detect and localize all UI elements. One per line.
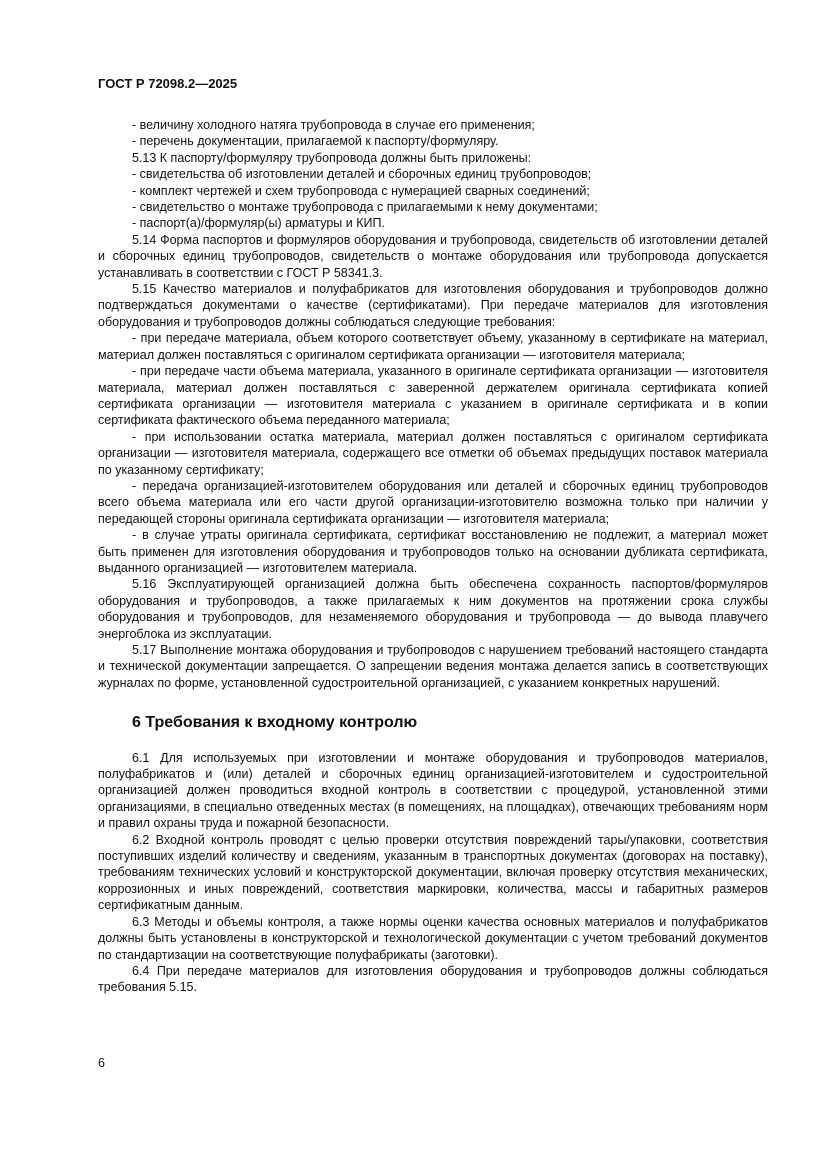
list-item: - перечень документации, прилагаемой к паспорту/формуляру. — [132, 134, 499, 149]
paragraph-5-17: 5.17 Выполнение монтажа оборудования и трубопроводов с нарушением требований настоящего стандарта и технической документации запрещается. О запрещении ведения монтажа делается запись в соответствующих журналах по форме, установленной судостроительной организацией, с указанием конкретных нарушений. — [98, 643, 768, 690]
list-item: - при использовании остатка материала, материал должен поставляться с оригиналом сертификата организации — изготовителя материала, содержащего все отметки об объемах предыдущих поставок материала по указанному сертификату; — [98, 429, 768, 477]
paragraph-6-2: 6.2 Входной контроль проводят с целью проверки отсутствия повреждений тары/упаковки, соответствия поступивших изделий количеству и сведениям, указанным в транспортных документах (договорах на поставку), требованиям технических условий и конструкторской документации, включая проверку отсутствия механических, коррозионных и иных повреждений, соответствия маркировки, количества, массы и габаритных размеров сертификатным данным. — [98, 832, 768, 913]
paragraph-5-16: 5.16 Эксплуатирующей организацией должна быть обеспечена сохранность паспортов/формуляров оборудования и трубопроводов, а также прилагаемых к ним документов на протяжении срока службы оборудования и трубопроводов, для незаменяемого оборудования и трубопровода — до вывода плавучего энергоблока из эксплуатации. — [98, 577, 768, 641]
list-item: - при передаче материала, объем которого соответствует объему, указанному в сертификате на материал, материал должен поставляться с оригиналом сертификата организации — изготовителя материала; — [98, 331, 768, 362]
list-item: - свидетельство о монтаже трубопровода с прилагаемыми к нему документами; — [132, 200, 598, 215]
page-content — [98, 117, 768, 996]
list-item: - передача организацией-изготовителем оборудования или деталей и сборочных единиц трубопроводов всего объема материала или его части другой организации-изготовителю возможна только при наличии у передающей стороны оригинала сертификата организации — изготовителя материала; — [98, 478, 768, 526]
list-item: - при передаче части объема материала, указанного в оригинале сертификата организации — изготовителя материала, материал должен поставляться с заверенной держателем оригинала сертификата копией сертификата организации — изготовителя материала с указанием в оригинале сертификата и в копии сертификата фактического объема переданного материала; — [98, 364, 768, 428]
list-item: - величину холодного натяга трубопровода в случае его применения; — [132, 118, 535, 132]
paragraph-5-15: 5.15 Качество материалов и полуфабрикатов для изготовления оборудования и трубопроводов должно подтверждаться документами о качестве (сертификатами). При передаче материалов для изготовления оборудования и трубопроводов должны соблюдаться следующие требования: — [98, 282, 768, 329]
list-item: - свидетельства об изготовлении деталей и сборочных единиц трубопроводов; — [132, 167, 592, 182]
paragraph-6-4: 6.4 При передаче материалов для изготовления оборудования и трубопроводов должны соблюдаться требования 5.15. — [98, 963, 768, 995]
paragraph-5-14: 5.14 Форма паспортов и формуляров оборудования и трубопровода, свидетельств об изготовлении деталей и сборочных единиц трубопроводов, свидетельств о монтаже оборудования или трубопровода допускается устанавливать в соответствии с ГОСТ Р 58341.3. — [98, 232, 768, 280]
list-item: - комплект чертежей и схем трубопровода с нумерацией сварных соединений; — [132, 183, 590, 198]
paragraph-5-13: 5.13 К паспорту/формуляру трубопровода должны быть приложены: — [132, 150, 532, 165]
paragraph-6-1: 6.1 Для используемых при изготовлении и монтаже оборудования и трубопроводов материалов, полуфабрикатов и (или) деталей и сборочных единиц организацией-изготовителем и судостроительной организацией должен проводиться входной контроль в соответствии с процедурой, установленной этими организациями, в специально отведенных местах (в помещениях, на площадках), отвечающих требованиям норм и правил охраны труда и пожарной безопасности. — [98, 750, 768, 831]
paragraph-6-3: 6.3 Методы и объемы контроля, а также нормы оценки качества основных материалов и полуфабрикатов должны быть установлены в конструкторской и технологической документации с учетом требований документов по стандартизации на соответствующие полуфабрикаты (заготовки). — [98, 914, 768, 962]
list-item: - паспорт(а)/формуляр(ы) арматуры и КИП. — [132, 216, 385, 231]
page-number: 6 — [98, 1056, 105, 1070]
document-code-header: ГОСТ Р 72098.2—2025 — [98, 76, 238, 91]
list-item: - в случае утраты оригинала сертификата, сертификат восстановлению не подлежит, а материал может быть применен для изготовления оборудования и трубопроводов только на основании дубликата сертификата, выданного организацией — изготовителем материала. — [98, 528, 768, 575]
section-6-heading: 6 Требования к входному контролю — [132, 714, 418, 732]
